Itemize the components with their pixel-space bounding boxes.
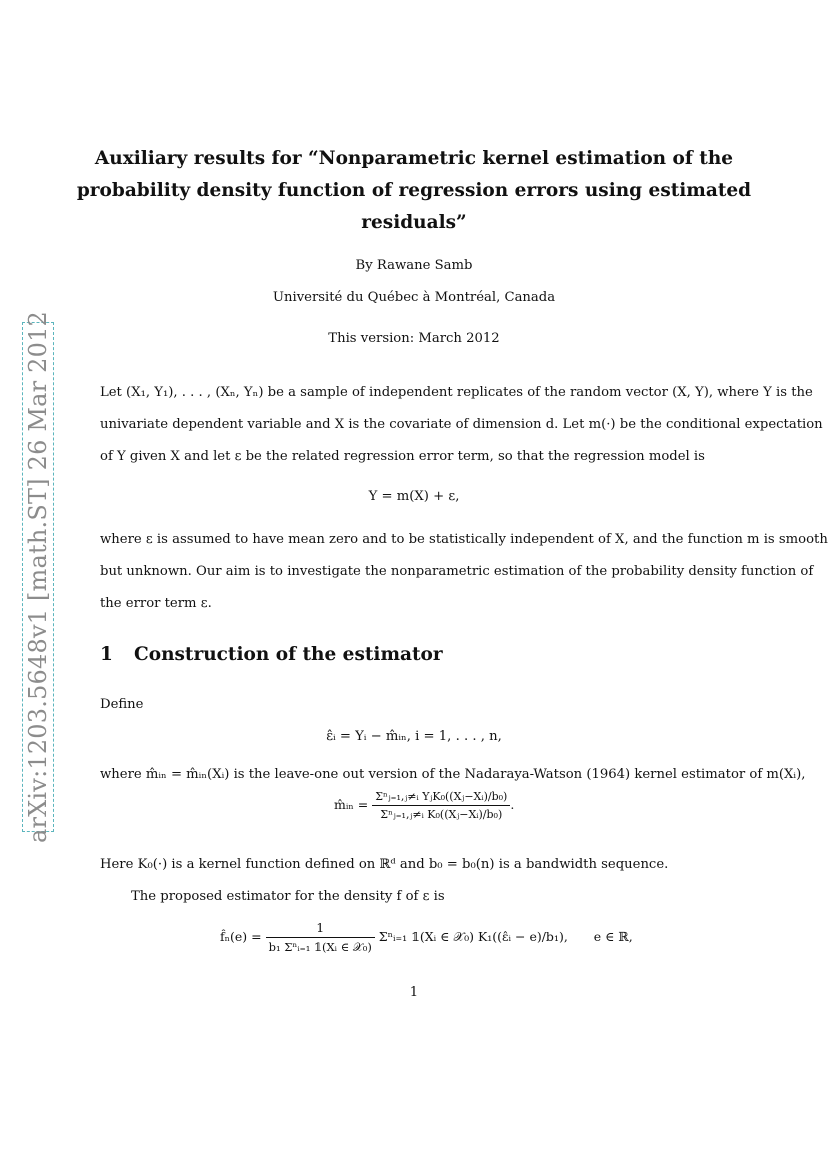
intro-paragraph-1 [100, 377, 823, 474]
dens-sum: Σⁿᵢ₌₁ 𝟙(Xᵢ ∈ 𝒳₀) K₁((ε̂ᵢ − e)/b₁), [378, 929, 568, 944]
intro-line-3: of Y given X and let ε be the related regression error term, so that the regression model is [100, 449, 705, 465]
define-text: Define [100, 697, 144, 712]
intro-paragraph-2 [100, 524, 828, 621]
section-title: Construction of the estimator [134, 644, 443, 665]
dens-denominator: b₁ Σⁿᵢ₌₁ 𝟙(Xᵢ ∈ 𝒳₀) [268, 940, 372, 954]
section-number: 1 [100, 644, 113, 665]
dens-numerator: 1 [266, 920, 375, 938]
author: By Rawane Samb [355, 258, 473, 273]
nadaraya-watson-equation [334, 790, 514, 821]
dens-lhs: f̂ₙ(e) = [220, 929, 262, 944]
residual-equation: ε̂ᵢ = Yᵢ − m̂ᵢₙ, i = 1, . . . , n, [326, 729, 502, 744]
title-line-2: probability density function of regression errors using estimated [76, 180, 752, 201]
density-estimator-equation [220, 920, 633, 955]
title-line-3: residuals” [361, 212, 467, 233]
intro-line-6: the error term ε. [100, 596, 212, 612]
dens-domain: e ∈ ℝ, [593, 929, 633, 944]
affiliation: Université du Québec à Montréal, Canada [272, 290, 556, 305]
nw-denominator: Σⁿⱼ₌₁,ⱼ≠ᵢ K₀((Xⱼ−Xᵢ)/b₀) [380, 808, 503, 821]
version-date: This version: March 2012 [328, 331, 500, 346]
intro-line-2: univariate dependent variable and X is the covariate of dimension d. Let m(·) be the conditional expectation [100, 417, 823, 433]
kernel-paragraph [100, 849, 752, 881]
regression-model-equation: Y = m(X) + ε, [368, 489, 460, 504]
intro-line-4: where ε is assumed to have mean zero and to be statistically independent of X, and the function m is smooth [100, 532, 828, 547]
dens-fraction [266, 920, 375, 955]
intro-line-1: Let (X₁, Y₁), . . . , (Xₙ, Yₙ) be a sample of independent replicates of the random vector (X, Y), where Y is the [100, 385, 813, 400]
title-line-1: Auxiliary results for “Nonparametric kernel estimation of the [94, 148, 734, 169]
where-paragraph [100, 759, 806, 791]
arxiv-id: arXiv:1203.5648v1 [math.ST] 26 Mar 2012 [24, 310, 52, 844]
nw-numerator: Σⁿⱼ₌₁,ⱼ≠ᵢ YⱼK₀((Xⱼ−Xᵢ)/b₀) [372, 790, 510, 806]
proposed-line: The proposed estimator for the density f of ε is [131, 889, 445, 904]
where-line: where m̂ᵢₙ = m̂ᵢₙ(Xᵢ) is the leave-one out version of the Nadaraya-Watson (1964) kernel estimator of m(Xᵢ), [100, 767, 806, 782]
nw-period: . [510, 797, 515, 812]
paper-title [0, 143, 828, 239]
nw-fraction [372, 790, 510, 821]
intro-line-5: but unknown. Our aim is to investigate the nonparametric estimation of the probability density function of [100, 564, 814, 580]
arxiv-stamp [22, 310, 54, 844]
nw-lhs: m̂ᵢₙ = [334, 797, 369, 812]
section-heading [100, 644, 443, 665]
kernel-line: Here K₀(·) is a kernel function defined on ℝᵈ and b₀ = b₀(n) is a bandwidth sequence. [100, 857, 669, 872]
page-number: 1 [409, 985, 419, 1000]
